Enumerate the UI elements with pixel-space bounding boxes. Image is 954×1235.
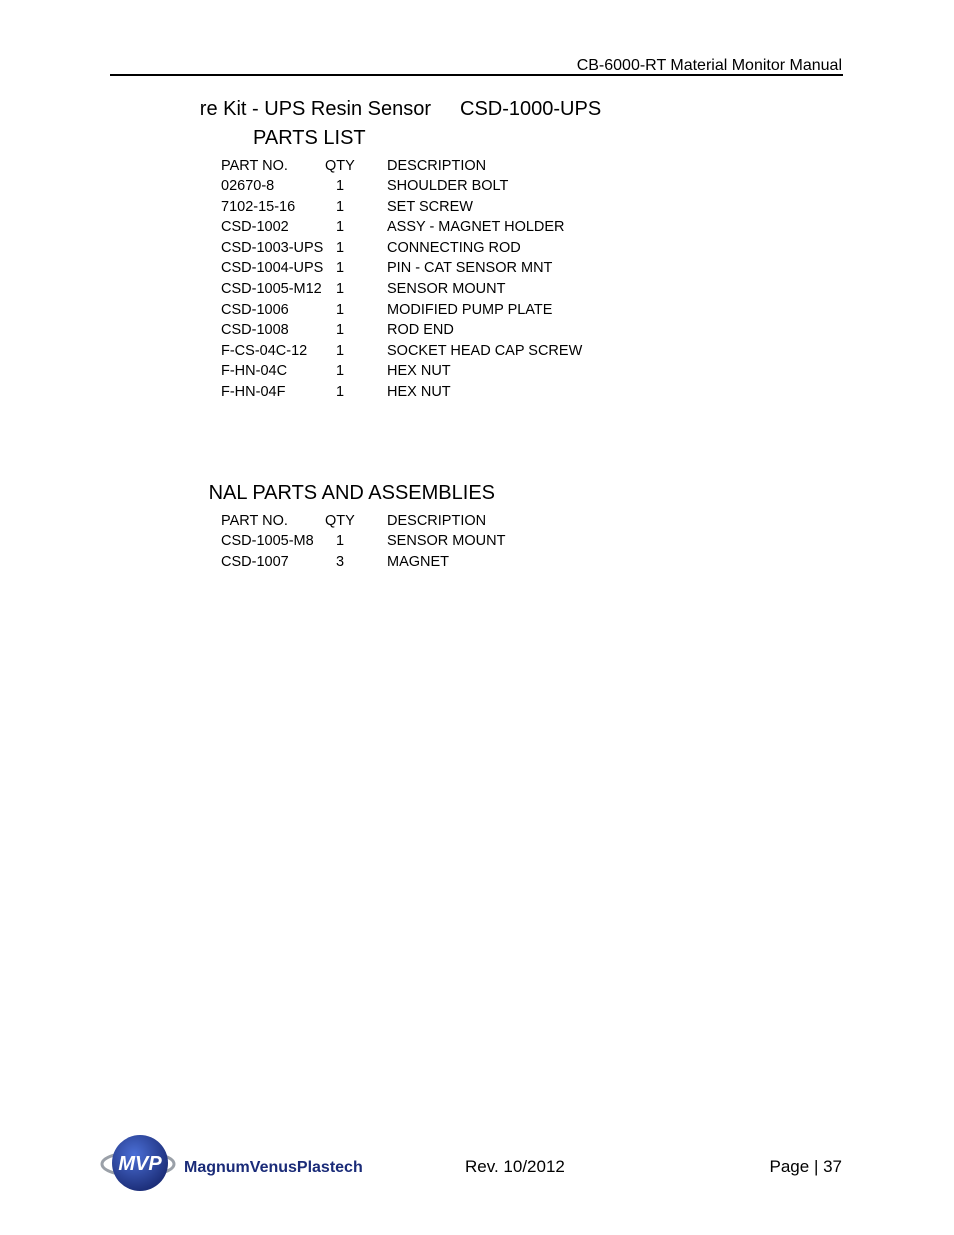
column-header-qty: QTY	[325, 513, 355, 529]
part-number: CSD-1005-M8	[221, 533, 314, 549]
part-number: CSD-1003-UPS	[221, 239, 324, 256]
column-header-desc: DESCRIPTION	[387, 158, 487, 174]
header-title: CB-6000-RT Material Monitor Manual	[576, 57, 842, 74]
column-header-qty: QTY	[325, 158, 355, 174]
description: HEX NUT	[387, 363, 451, 380]
description: SENSOR MOUNT	[387, 533, 506, 549]
company-logo	[100, 1131, 390, 1195]
quantity: 1	[336, 198, 345, 215]
quantity: 1	[336, 280, 345, 297]
logo-mvp-text: MVP	[118, 1153, 162, 1175]
part-number: 7102-15-16	[221, 198, 296, 215]
description: PIN - CAT SENSOR MNT	[387, 260, 553, 277]
part-number: CSD-1007	[221, 553, 289, 570]
logo-company-name: MagnumVenusPlastech	[184, 1159, 363, 1176]
parts-list-heading: PARTS LIST	[253, 127, 366, 149]
part-number: 02670-8	[221, 178, 275, 194]
column-header-desc: DESCRIPTION	[387, 513, 487, 529]
part-number: CSD-1004-UPS	[221, 260, 324, 277]
column-header-part: PART NO.	[221, 513, 288, 529]
description: SENSOR MOUNT	[387, 280, 506, 297]
description: ASSY - MAGNET HOLDER	[387, 219, 565, 236]
quantity: 1	[336, 260, 345, 277]
kit-code: CSD-1000-UPS	[460, 98, 602, 120]
kit-title-text: re Kit - UPS Resin Sensor	[199, 98, 431, 120]
quantity: 1	[336, 363, 345, 380]
quantity: 1	[336, 322, 345, 339]
quantity: 1	[336, 178, 345, 194]
description: SHOULDER BOLT	[387, 178, 509, 194]
column-header-part: PART NO.	[221, 158, 288, 174]
part-number: CSD-1005-M12	[221, 280, 322, 297]
optional-heading	[189, 482, 529, 508]
part-number: CSD-1008	[221, 322, 289, 339]
quantity: 1	[336, 383, 345, 400]
description: MODIFIED PUMP PLATE	[387, 301, 553, 318]
footer-revision: Rev. 10/2012	[465, 1157, 565, 1176]
description: HEX NUT	[387, 383, 451, 400]
part-number: CSD-1006	[221, 301, 289, 318]
description: SOCKET HEAD CAP SCREW	[387, 342, 583, 359]
part-number: F-HN-04C	[221, 363, 288, 380]
header-rule	[110, 74, 843, 76]
quantity: 1	[336, 342, 345, 359]
description: CONNECTING ROD	[387, 239, 521, 256]
kit-title	[189, 98, 629, 124]
description: MAGNET	[387, 553, 450, 570]
optional-heading-text: NAL PARTS AND ASSEMBLIES	[208, 482, 495, 504]
footer-page-number: Page | 37	[769, 1157, 842, 1176]
description: SET SCREW	[387, 198, 473, 215]
quantity: 1	[336, 239, 345, 256]
quantity: 3	[336, 553, 345, 570]
part-number: F-HN-04F	[221, 383, 286, 400]
quantity: 1	[336, 533, 345, 549]
quantity: 1	[336, 219, 345, 236]
description: ROD END	[387, 322, 454, 339]
part-number: CSD-1002	[221, 219, 289, 236]
mvp-logo-graphic	[100, 1131, 390, 1195]
quantity: 1	[336, 301, 345, 318]
part-number: F-CS-04C-12	[221, 342, 308, 359]
